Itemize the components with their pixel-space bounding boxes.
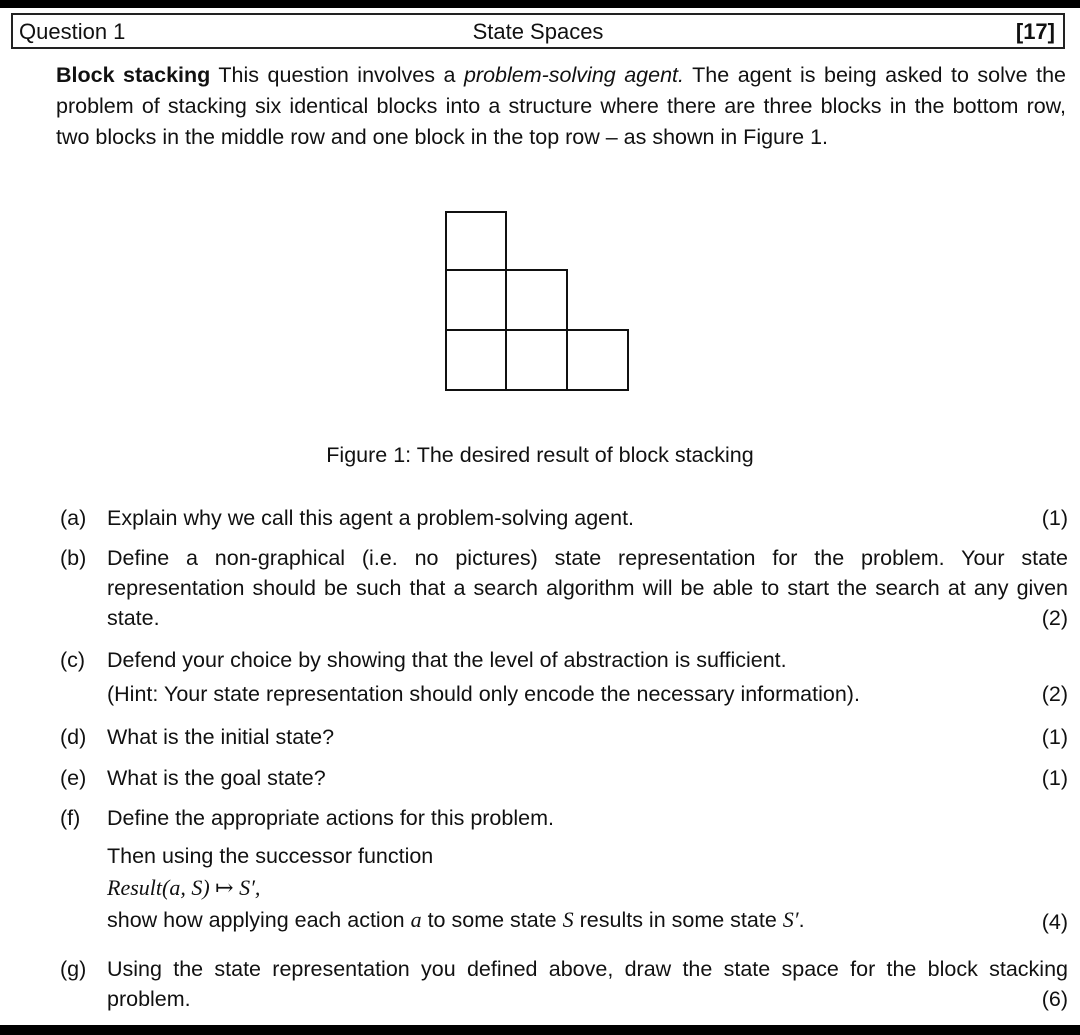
question-c [60, 645, 1068, 709]
question-label: (b) [60, 546, 87, 570]
var-a: a [410, 907, 422, 932]
question-text-3d: . [798, 908, 805, 932]
question-header [11, 13, 1065, 49]
block-figure [444, 210, 630, 392]
top-border [0, 0, 1080, 8]
question-text: Explain why we call this agent a problem-solving agent. [107, 506, 635, 530]
question-marks: (1) [1041, 725, 1068, 749]
figure-caption: Figure 1: The desired result of block stacking [326, 443, 754, 467]
block-stack-diagram [444, 210, 630, 392]
question-label: (a) [60, 506, 87, 530]
intro-paragraph [56, 60, 1066, 153]
question-text: Defend your choice by showing that the level of abstraction is sufficient. [107, 648, 787, 672]
question-text: What is the initial state? [107, 725, 335, 749]
question-f [60, 803, 1068, 935]
question-text-3b: to some state [427, 908, 557, 932]
question-text: What is the goal state? [107, 766, 326, 790]
question-marks: (1) [1041, 506, 1068, 530]
question-a [60, 503, 1068, 533]
var-s-prime: S′ [782, 907, 799, 932]
question-marks: (6) [1041, 987, 1068, 1011]
question-number: Question 1 [19, 19, 126, 44]
intro-text-2: The agent is being asked to solve the problem of stacking six identical blocks into a structure where there are three blocks in the bottom row, two blocks in the middle row and one block in the top row – as shown in Figure 1. [56, 63, 1067, 149]
question-label: (c) [60, 648, 86, 672]
block-bottom-3 [567, 330, 628, 390]
question-text: Using the state representation you defined above, draw the state space for the block stacking problem. [107, 957, 1068, 1011]
intro-heading: Block stacking [56, 63, 211, 87]
block-bottom-2 [506, 330, 567, 390]
var-s: S [562, 907, 574, 932]
total-marks: [17] [1015, 19, 1055, 44]
successor-formula: Result(a, S) ↦ S′, [107, 875, 261, 900]
question-hint: (Hint: Your state representation should only encode the necessary information). [107, 682, 860, 706]
question-text: Define a non-graphical (i.e. no pictures) state representation for the problem. Your state representation should be such that a search algorithm will be able to start the search at any given state. [107, 546, 1068, 630]
block-middle-2 [506, 270, 567, 330]
question-label: (d) [60, 725, 87, 749]
question-e [60, 763, 1068, 793]
question-text-2: Then using the successor function [107, 844, 434, 868]
question-d [60, 722, 1068, 752]
question-text-3c: results in some state [579, 908, 777, 932]
block-middle-1 [446, 270, 506, 330]
block-bottom-1 [446, 330, 506, 390]
question-b [60, 543, 1068, 633]
question-marks: (2) [1041, 682, 1068, 706]
question-marks: (1) [1041, 766, 1068, 790]
question-text: Define the appropriate actions for this problem. [107, 806, 554, 830]
question-label: (e) [60, 766, 87, 790]
section-title: State Spaces [472, 19, 604, 44]
question-label: (f) [60, 806, 81, 830]
question-marks: (4) [1041, 910, 1068, 934]
question-label: (g) [60, 957, 87, 981]
block-top [446, 212, 506, 270]
intro-emphasis: problem-solving agent. [463, 63, 685, 87]
intro-text-1: This question involves a [218, 63, 456, 87]
bottom-border [0, 1025, 1080, 1035]
question-g [60, 954, 1068, 1014]
question-text-3a: show how applying each action [107, 908, 405, 932]
question-marks: (2) [1041, 606, 1068, 630]
